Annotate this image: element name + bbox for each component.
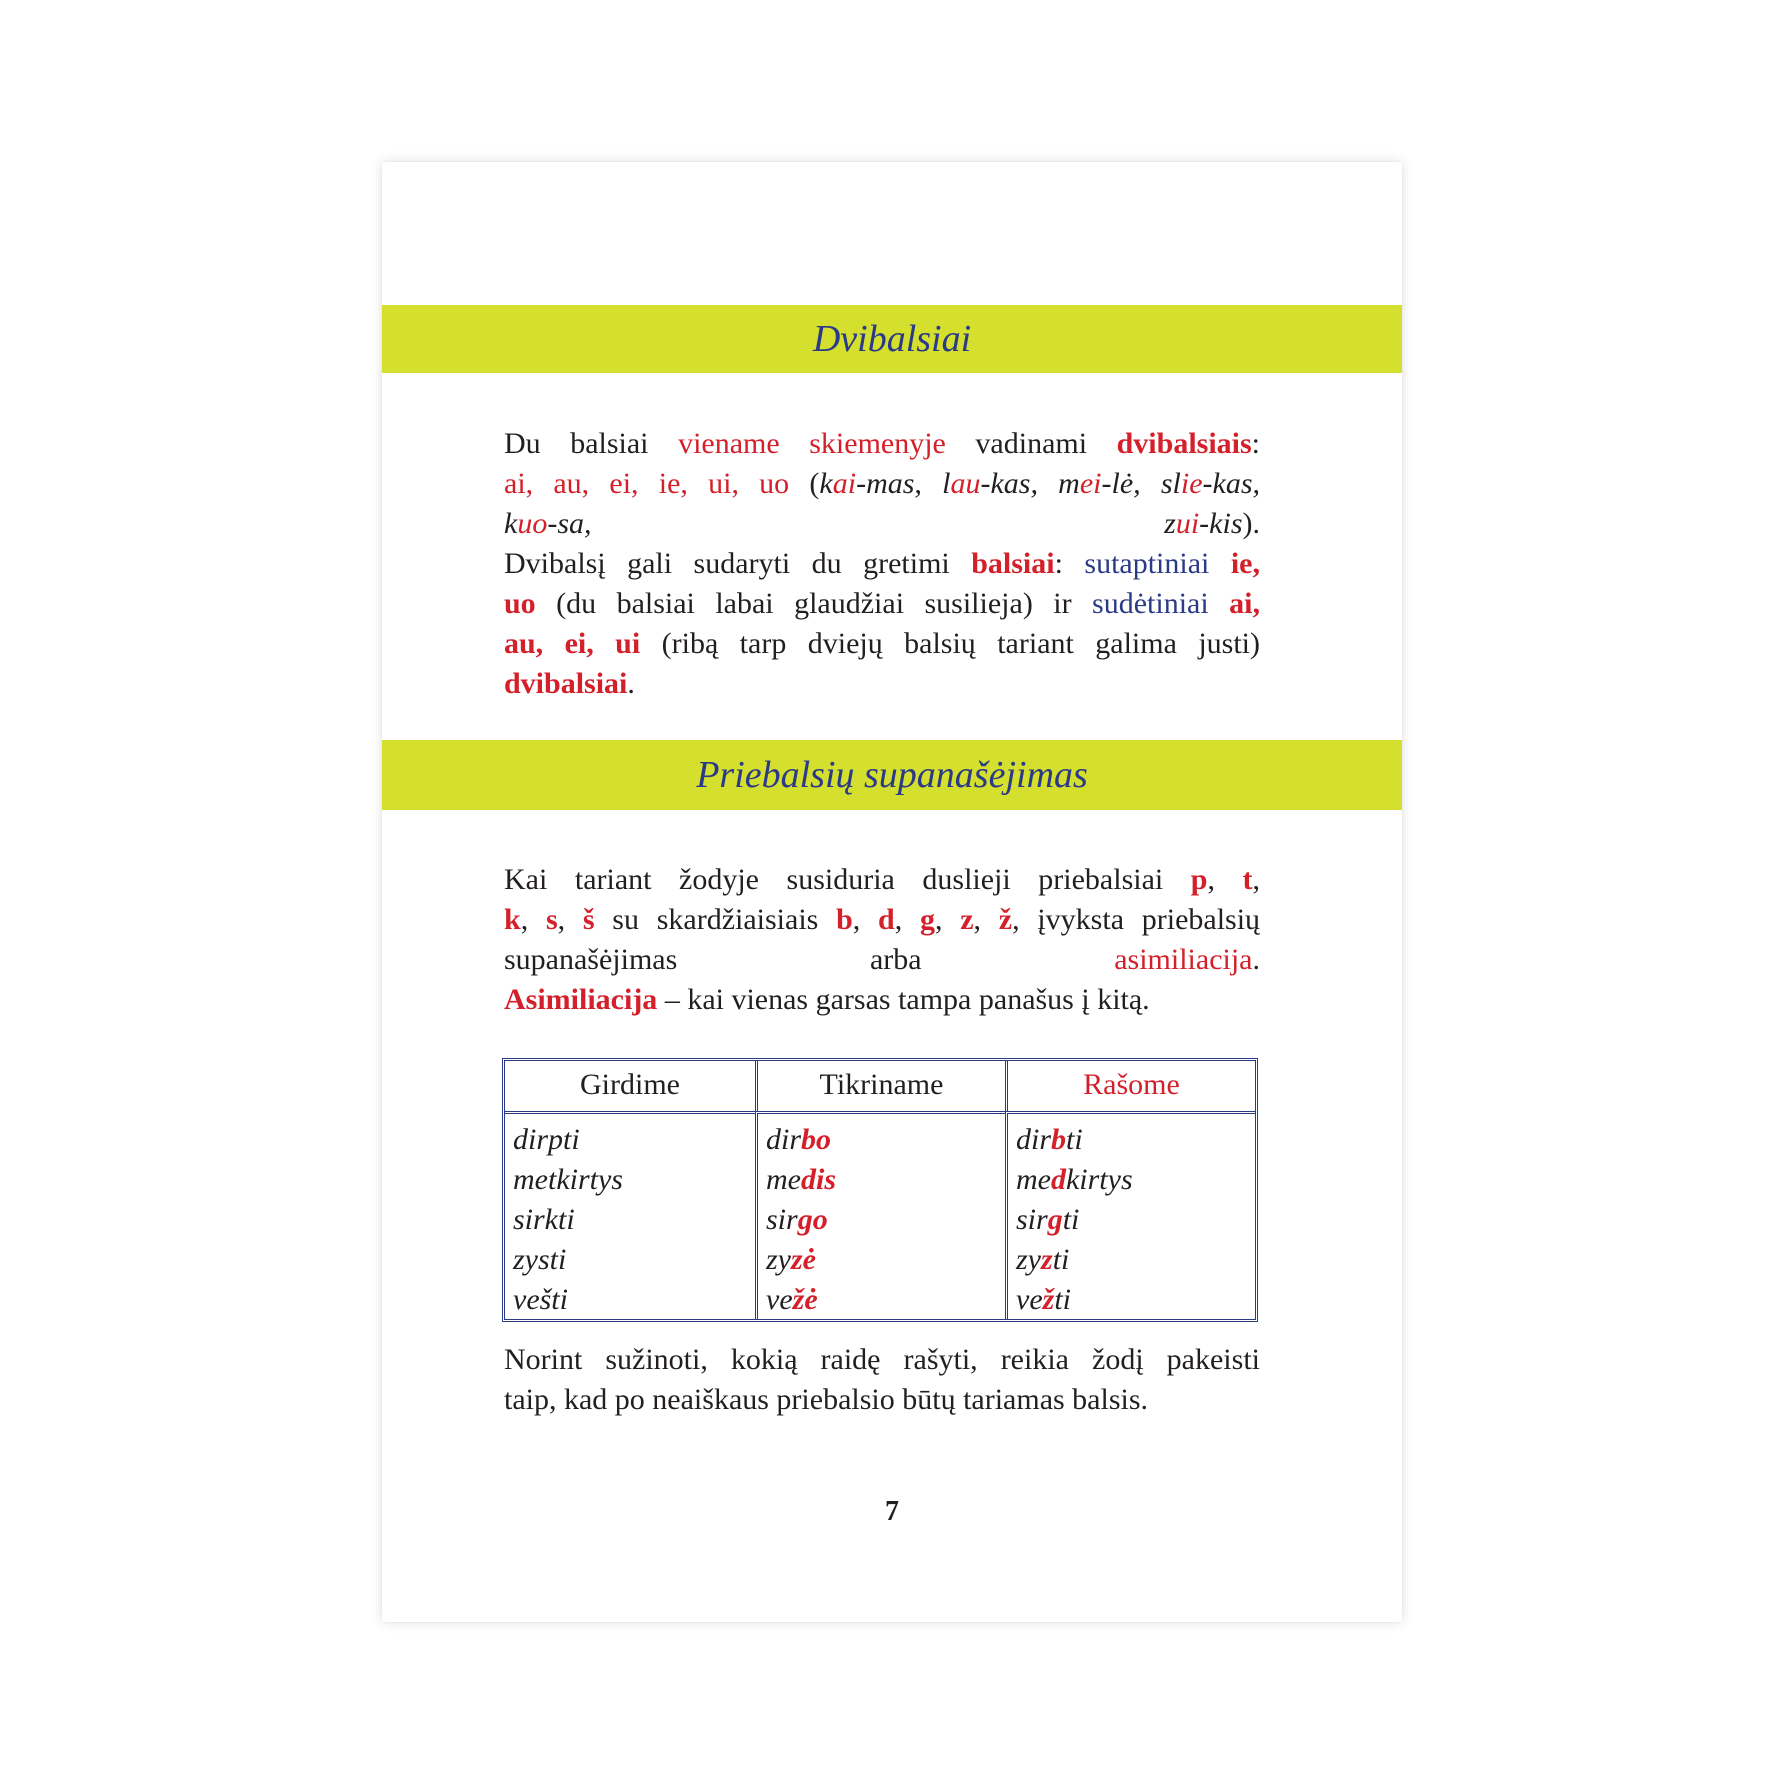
p1-line-1: Du balsiai viename skiemenyje vadinami dvibalsiais:: [504, 427, 1261, 460]
p1-line-4: Dvibalsį gali sudaryti du gretimi balsiai: sutaptiniai ie,: [504, 547, 1260, 580]
table-cell: vešti: [513, 1283, 568, 1316]
table-column-girdime: [505, 1111, 755, 1320]
p3-line-2: taip, kad po neaiškaus priebalsio būtų tariamas balsis.: [504, 1383, 1149, 1416]
p2-line-3: supanašėjimas arba asimiliacija.: [504, 943, 1260, 976]
heading-dvibalsiai: Dvibalsiai: [812, 318, 972, 360]
paragraph-asimiliacija: [504, 860, 1260, 1020]
table-cell: sirgo: [766, 1203, 828, 1236]
table-cell: zyzti: [1016, 1243, 1070, 1276]
book-page: [382, 162, 1402, 1622]
table-header-tikriname: Tikriname: [755, 1061, 1005, 1111]
p1-line-3: kuo-sa, zui-kis).: [504, 507, 1260, 540]
table-cell: dirbti: [1016, 1123, 1083, 1156]
table-cell: dirpti: [513, 1123, 580, 1156]
assimilation-table: [502, 1058, 1258, 1322]
table-cell: dirbo: [766, 1123, 832, 1156]
table-cell: medkirtys: [1016, 1163, 1133, 1196]
table-cell: zyzė: [766, 1243, 816, 1276]
table-cell: medis: [766, 1163, 836, 1196]
table-cell: sirgti: [1016, 1203, 1080, 1236]
paragraph-dvibalsiai: [504, 424, 1260, 704]
heading-band-supanasejimas: [382, 740, 1402, 810]
p1-line-5: uo (du balsiai labai glaudžiai susilieja) ir sudėtiniai ai,: [504, 587, 1260, 620]
table-cell: zysti: [513, 1243, 567, 1276]
table-header-girdime: Girdime: [580, 1068, 680, 1101]
table-cell: metkirtys: [513, 1163, 623, 1196]
p1-line-7: dvibalsiai.: [504, 667, 635, 700]
table-cell: sirkti: [513, 1203, 575, 1236]
page-number: 7: [885, 1496, 899, 1527]
table-header-rasome: Rašome: [1005, 1061, 1255, 1111]
p2-line-4: Asimiliacija – kai vienas garsas tampa panašus į kitą.: [504, 983, 1150, 1016]
table-cell: vežė: [766, 1283, 818, 1316]
p2-line-1: Kai tariant žodyje susiduria duslieji priebalsiai p, t,: [504, 863, 1261, 896]
p2-line-2: k, s, š su skardžiaisiais b, d, g, z, ž, įvyksta priebalsių: [504, 903, 1261, 936]
paragraph-rule: [504, 1340, 1260, 1420]
table-column-rasome: [1005, 1111, 1255, 1320]
heading-supanasejimas: Priebalsių supanašėjimas: [696, 754, 1088, 796]
table-column-tikriname: [755, 1111, 1005, 1320]
heading-band-dvibalsiai: [382, 305, 1402, 373]
table-cell: vežti: [1016, 1283, 1071, 1316]
p1-line-6: au, ei, ui (ribą tarp dviejų balsių tariant galima justi): [504, 627, 1260, 660]
p1-line-2: ai, au, ei, ie, ui, uo (kai-mas, lau-kas, mei-lė, slie-kas,: [504, 467, 1261, 500]
p3-line-1: Norint sužinoti, kokią raidę rašyti, reikia žodį pakeisti: [504, 1343, 1260, 1376]
